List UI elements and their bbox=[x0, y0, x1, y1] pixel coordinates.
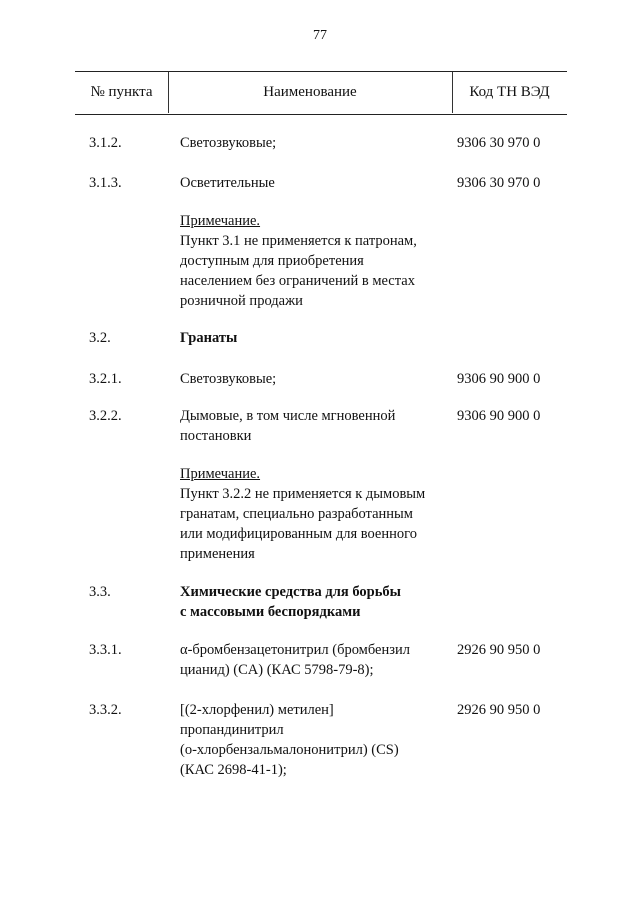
row-code: 2926 90 950 0 bbox=[457, 702, 541, 718]
row-number: 3.3.2. bbox=[89, 702, 122, 718]
row-name: Гранаты bbox=[180, 330, 238, 346]
row-name: Осветительные bbox=[180, 175, 275, 191]
table-header bbox=[75, 71, 567, 115]
note-label: Примечание. bbox=[180, 213, 261, 229]
row-name: Светозвуковые; bbox=[180, 371, 277, 387]
row-number: 3.2.1. bbox=[89, 371, 122, 387]
row-number: 3.3.1. bbox=[89, 642, 122, 658]
row-code: 9306 90 900 0 bbox=[457, 408, 541, 424]
page-number: 77 bbox=[313, 28, 327, 43]
row-number: 3.3. bbox=[89, 584, 111, 600]
row-name: Светозвуковые; bbox=[180, 135, 277, 151]
header-name: Наименование bbox=[168, 72, 453, 113]
row-name: α-бромбензацетонитрил (бромбензил цианид) (CA) (КАС 5798-79-8); bbox=[180, 642, 410, 678]
row-code: 9306 30 970 0 bbox=[457, 135, 541, 151]
row-name: [(2-хлорфенил) метилен] пропандинитрил (о-хлорбензальмалононитрил) (CS) (КАС 2698-41-1); bbox=[180, 702, 399, 778]
row-code: 9306 30 970 0 bbox=[457, 175, 541, 191]
row-name: Дымовые, в том числе мгновенной постановки bbox=[180, 408, 396, 444]
note-label: Примечание. bbox=[180, 466, 261, 482]
row-number: 3.2. bbox=[89, 330, 111, 346]
header-number: № пункта bbox=[75, 72, 169, 113]
row-number: 3.1.3. bbox=[89, 175, 122, 191]
note-text: Примечание. Пункт 3.2.2 не применяется к дымовым гранатам, специально разработанным или модифицированным для военного применения bbox=[180, 464, 460, 564]
row-name: Химические средства для борьбы с массовыми беспорядками bbox=[180, 584, 401, 620]
row-number: 3.2.2. bbox=[89, 408, 122, 424]
row-code: 9306 90 900 0 bbox=[457, 371, 541, 387]
note-text: Примечание. Пункт 3.1 не применяется к патронам, доступным для приобретения населением без ограничений в местах розничной продажи bbox=[180, 211, 460, 311]
row-code: 2926 90 950 0 bbox=[457, 642, 541, 658]
header-code: Код ТН ВЭД bbox=[469, 84, 550, 100]
row-number: 3.1.2. bbox=[89, 135, 122, 151]
